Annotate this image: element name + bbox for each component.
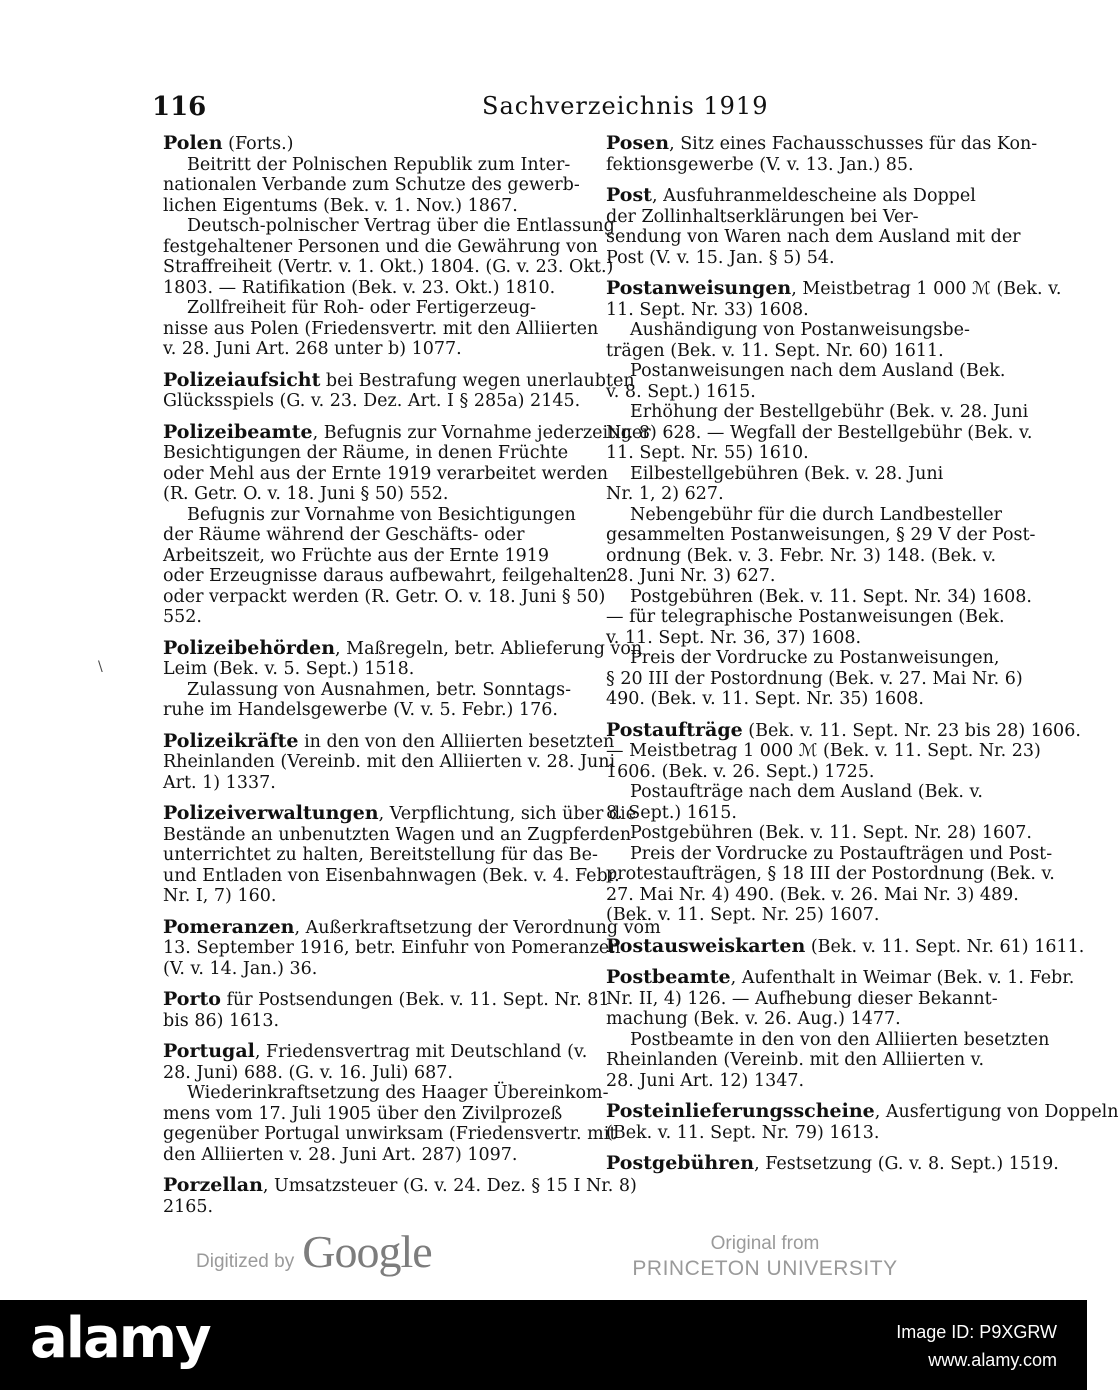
index-entry: [606, 277, 1062, 710]
entry-continuation-line: Rheinlanden (Vereinb. mit den Alliierten v. 28. Juni: [163, 752, 616, 772]
page-header: [152, 92, 1032, 132]
entry-keyword: Polizeibehörden: [163, 636, 336, 659]
index-entry: [163, 636, 643, 721]
index-entry: [606, 1100, 1119, 1143]
entry-continuation-line: mens vom 17. Juli 1905 über den Zivilprozeß: [163, 1103, 563, 1124]
entry-subentry-line: Nebengebühr für die durch Landbesteller: [630, 504, 1002, 525]
entry-text: , Außerkraftsetzung der Verordnung vom: [294, 917, 661, 938]
entry-heading-line: [163, 802, 637, 825]
entry-continuation-line: nisse aus Polen (Friedensvertr. mit den Alliierten: [163, 318, 599, 339]
entry-subentry-line: Postanweisungen nach dem Ausland (Bek.: [630, 361, 1006, 381]
entry-continuation-line: trägen (Bek. v. 11. Sept. Nr. 60) 1611.: [606, 340, 944, 361]
alamy-logo: alamy: [30, 1306, 210, 1371]
entry-text: , Ausfuhranmeldescheine als Doppel: [651, 186, 976, 206]
entry-continuation-line: der Räume während der Geschäfts- oder: [163, 525, 525, 545]
entry-heading-line: [163, 1040, 588, 1063]
entry-continuation-line: 28. Juni Art. 12) 1347.: [606, 1070, 805, 1091]
entry-heading-line: [606, 1100, 1119, 1123]
entry-continuation-line: nationalen Verbande zum Schutze des gewerb-: [163, 175, 580, 195]
entry-continuation-line: 13. September 1916, betr. Einfuhr von Pomeranzen: [163, 938, 621, 958]
entry-text: (Bek. v. 11. Sept. Nr. 23 bis 28) 1606.: [742, 720, 1081, 741]
entry-text: in den von den Alliierten besetzten: [298, 731, 615, 752]
page-number: 116: [152, 92, 207, 122]
entry-subentry-line: Preis der Vordrucke zu Postanweisungen,: [630, 648, 1000, 668]
entry-text: , Umsatzsteuer (G. v. 24. Dez. § 15 I Nr. 8): [262, 1176, 637, 1196]
entry-subentry-line: Postbeamte in den von den Alliierten besetzten: [630, 1029, 1050, 1050]
entry-keyword: Pomeranzen: [163, 915, 295, 938]
entry-keyword: Postbeamte: [606, 966, 731, 988]
index-entry: [163, 729, 616, 794]
entry-text: , Verpflichtung, sich über die: [378, 804, 637, 824]
entry-continuation-line: oder verpackt werden (R. Getr. O. v. 18. Juni § 50): [163, 586, 606, 607]
entry-heading-line: [163, 915, 661, 939]
entry-text: , Maßregeln, betr. Ablieferung von: [335, 638, 643, 659]
entry-continuation-line: bis 86) 1613.: [163, 1010, 280, 1031]
right-column: [606, 132, 1119, 1185]
entry-heading-line: [606, 132, 1038, 155]
entry-keyword: Postgebühren: [606, 1152, 755, 1174]
entry-subentry-line: Wiederinkraftsetzung des Haager Übereinkom-: [187, 1083, 609, 1103]
index-entry: [606, 132, 1038, 175]
index-entry: [163, 1174, 637, 1217]
entry-continuation-line: Bestände an unbenutzten Wagen und an Zugpferden: [163, 824, 632, 845]
entry-continuation-line: (R. Getr. O. v. 18. Juni § 50) 552.: [163, 484, 449, 504]
entry-keyword: Polizeiaufsicht: [163, 368, 321, 391]
entry-continuation-line: 27. Mai Nr. 4) 490. (Bek. v. 26. Mai Nr. 3) 489.: [606, 884, 1019, 905]
entry-subentry-line: Befugnis zur Vornahme von Besichtigungen: [187, 504, 576, 525]
entry-continuation-line: 552.: [163, 607, 202, 627]
entry-text: , Sitz eines Fachausschusses für das Kon-: [669, 134, 1038, 154]
entry-continuation-line: 490. (Bek. v. 11. Sept. Nr. 35) 1608.: [606, 689, 924, 709]
entry-continuation-line: Nr. I, 7) 160.: [163, 886, 277, 906]
entry-continuation-line: ruhe im Handelsgewerbe (V. v. 5. Febr.) 176.: [163, 700, 558, 720]
entry-subentry-line: Zollfreiheit für Roh- oder Fertigerzeug-: [187, 298, 537, 318]
entry-subentry-line: Preis der Vordrucke zu Postaufträgen und Post-: [630, 843, 1053, 864]
entry-keyword: Portugal: [163, 1040, 255, 1062]
index-entry: [606, 718, 1081, 926]
entry-heading-line: [606, 1152, 1059, 1175]
entry-heading-line: [606, 185, 1024, 207]
entry-continuation-line: den Alliierten v. 28. Juni Art. 287) 1097.: [163, 1144, 518, 1165]
entry-keyword: Polizeibeamte: [163, 420, 313, 443]
entry-subentry-line: Aushändigung von Postanweisungsbe-: [630, 320, 970, 340]
entry-subentry-line: Beitritt der Polnischen Republik zum Inter-: [187, 154, 571, 175]
digitized-by-google: [196, 1225, 432, 1278]
entry-continuation-line: Leim (Bek. v. 5. Sept.) 1518.: [163, 659, 415, 679]
entry-continuation-line: v. 11. Sept. Nr. 36, 37) 1608.: [606, 627, 862, 648]
index-entry: [606, 185, 1024, 268]
entry-keyword: Porto: [163, 988, 221, 1010]
entry-keyword: Polizeikräfte: [163, 729, 299, 752]
entry-heading-line: [163, 420, 651, 444]
entry-subentry-line: Deutsch-polnischer Vertrag über die Entlassung: [187, 216, 615, 236]
entry-keyword: Polen: [163, 132, 223, 154]
index-entry: [163, 1040, 617, 1165]
entry-continuation-line: 8. Sept.) 1615.: [606, 802, 737, 823]
entry-heading-line: [606, 718, 1081, 742]
index-entry: [606, 1152, 1059, 1175]
entry-continuation-line: oder Erzeugnisse daraus aufbewahrt, feilgehalten: [163, 566, 608, 586]
entry-keyword: Post: [606, 184, 652, 206]
watermark-banner: [0, 1300, 1087, 1390]
entry-continuation-line: — Meistbetrag 1 000 ℳ (Bek. v. 11. Sept. Nr. 23): [606, 741, 1041, 761]
entry-continuation-line: 28. Juni Nr. 3) 627.: [606, 566, 776, 586]
entry-keyword: Polizeiverwaltungen: [163, 802, 379, 824]
entry-continuation-line: gegenüber Portugal unwirksam (Friedensvertr. mit: [163, 1124, 617, 1144]
entry-heading-line: [163, 729, 615, 753]
original-from: [630, 1232, 900, 1282]
entry-continuation-line: v. 28. Juni Art. 268 unter b) 1077.: [163, 339, 462, 359]
index-entry: [163, 368, 635, 412]
entry-continuation-line: § 20 III der Postordnung (Bek. v. 27. Mai Nr. 6): [606, 668, 1023, 689]
entry-continuation-line: (V. v. 14. Jan.) 36.: [163, 958, 318, 979]
institution-name: PRINCETON UNIVERSITY: [632, 1257, 898, 1280]
entry-text: (Bek. v. 11. Sept. Nr. 61) 1611.: [805, 936, 1085, 957]
entry-keyword: Porzellan: [163, 1174, 263, 1196]
entry-continuation-line: 11. Sept. Nr. 33) 1608.: [606, 299, 809, 320]
index-entry: [163, 132, 615, 360]
entry-heading-line: [606, 934, 1085, 958]
digitized-by-label: Digitized by: [196, 1251, 295, 1272]
site-url: www.alamy.com: [928, 1350, 1057, 1370]
entry-continuation-line: 1606. (Bek. v. 26. Sept.) 1725.: [606, 761, 875, 782]
entry-continuation-line: machung (Bek. v. 26. Aug.) 1477.: [606, 1009, 901, 1029]
entry-continuation-line: gesammelten Postanweisungen, § 29 V der Post-: [606, 525, 1036, 545]
running-title: Sachverzeichnis 1919: [482, 92, 769, 120]
google-logo: Google: [302, 1226, 432, 1277]
entry-continuation-line: lichen Eigentums (Bek. v. 1. Nov.) 1867.: [163, 195, 518, 216]
entry-keyword: Postausweiskarten: [606, 934, 806, 957]
entry-text: , Festsetzung (G. v. 8. Sept.) 1519.: [754, 1154, 1059, 1174]
image-id: Image ID: P9XGRW: [896, 1322, 1057, 1342]
entry-continuation-line: ordnung (Bek. v. 3. Febr. Nr. 3) 148. (Bek. v.: [606, 545, 997, 566]
entry-continuation-line: protestaufträgen, § 18 III der Postordnung (Bek. v.: [606, 864, 1055, 884]
entry-continuation-line: (Bek. v. 11. Sept. Nr. 79) 1613.: [606, 1122, 880, 1143]
entry-continuation-line: unterrichtet zu halten, Bereitstellung für das Be-: [163, 845, 598, 865]
entry-continuation-line: festgehaltener Personen und die Gewährung von: [163, 236, 598, 257]
entry-text: (Forts.): [222, 134, 294, 154]
entry-continuation-line: 1803. — Ratifikation (Bek. v. 23. Okt.) 1810.: [163, 277, 556, 298]
banner-info: [896, 1318, 1057, 1374]
entry-continuation-line: Nr. 1, 2) 627.: [606, 484, 724, 504]
entry-keyword: Postanweisungen: [606, 277, 792, 299]
index-entry: [163, 802, 637, 907]
entry-continuation-line: Nr. 8) 628. — Wegfall der Bestellgebühr (Bek. v.: [606, 422, 1033, 443]
entry-keyword: Posteinlieferungsscheine: [606, 1100, 875, 1122]
entry-subentry-line: Postgebühren (Bek. v. 11. Sept. Nr. 34) 1608.: [630, 586, 1032, 607]
index-entry: [163, 915, 661, 980]
entry-keyword: Posen: [606, 132, 670, 154]
entry-continuation-line: Post (V. v. 15. Jan. § 5) 54.: [606, 247, 835, 268]
index-entry: [163, 988, 610, 1031]
entry-continuation-line: Rheinlanden (Vereinb. mit den Alliierten v.: [606, 1050, 985, 1070]
entry-heading-line: [163, 1174, 637, 1197]
entry-heading-line: [606, 277, 1062, 300]
entry-continuation-line: Glücksspiels (G. v. 23. Dez. Art. I § 285a) 2145.: [163, 391, 581, 411]
entry-continuation-line: Besichtigungen der Räume, in denen Früchte: [163, 443, 569, 463]
entry-continuation-line: oder Mehl aus der Ernte 1919 verarbeitet werden: [163, 463, 609, 484]
entry-text: , Ausfertigung von Doppeln: [874, 1102, 1119, 1122]
entry-heading-line: [606, 966, 1075, 989]
entry-continuation-line: sendung von Waren nach dem Ausland mit der: [606, 227, 1021, 247]
entry-continuation-line: — für telegraphische Postanweisungen (Bek.: [606, 607, 1005, 627]
stray-mark: \: [98, 659, 103, 675]
entry-continuation-line: fektionsgewerbe (V. v. 13. Jan.) 85.: [606, 154, 914, 175]
entry-continuation-line: Arbeitszeit, wo Früchte aus der Ernte 1919: [163, 545, 550, 566]
entry-subentry-line: Postaufträge nach dem Ausland (Bek. v.: [630, 782, 983, 802]
entry-text: für Postsendungen (Bek. v. 11. Sept. Nr. 81: [220, 990, 610, 1010]
index-entry: [163, 420, 651, 628]
entry-heading-line: [163, 988, 610, 1011]
entry-keyword: Postaufträge: [606, 718, 743, 741]
entry-continuation-line: 2165.: [163, 1196, 214, 1217]
entry-continuation-line: v. 8. Sept.) 1615.: [606, 381, 756, 402]
entry-heading-line: [163, 636, 643, 660]
entry-continuation-line: der Zollinhaltserklärungen bei Ver-: [606, 206, 919, 227]
entry-heading-line: [163, 368, 635, 392]
entry-continuation-line: Nr. II, 4) 126. — Aufhebung dieser Bekannt-: [606, 988, 998, 1009]
entry-text: , Meistbetrag 1 000 ℳ (Bek. v.: [791, 279, 1062, 299]
index-entry: [606, 966, 1075, 1091]
entry-continuation-line: Straffreiheit (Vertr. v. 1. Okt.) 1804. (G. v. 23. Okt.): [163, 257, 614, 277]
entry-heading-line: [163, 133, 585, 155]
entry-text: bei Bestrafung wegen unerlaubten: [320, 370, 635, 391]
entry-subentry-line: Erhöhung der Bestellgebühr (Bek. v. 28. Juni: [630, 402, 1029, 422]
entry-continuation-line: 28. Juni) 688. (G. v. 16. Juli) 687.: [163, 1062, 453, 1083]
entry-subentry-line: Postgebühren (Bek. v. 11. Sept. Nr. 28) 1607.: [630, 823, 1032, 843]
entry-continuation-line: und Entladen von Eisenbahnwagen (Bek. v. 4. Febr.: [163, 865, 620, 886]
entry-subentry-line: Eilbestellgebühren (Bek. v. 28. Juni: [630, 463, 944, 484]
entry-text: , Friedensvertrag mit Deutschland (v.: [254, 1042, 588, 1062]
entry-continuation-line: 11. Sept. Nr. 55) 1610.: [606, 443, 809, 463]
entry-text: , Befugnis zur Vornahme jederzeitiger: [312, 422, 651, 443]
entry-continuation-line: (Bek. v. 11. Sept. Nr. 25) 1607.: [606, 905, 880, 925]
entry-continuation-line: Art. 1) 1337.: [163, 772, 276, 793]
entry-text: , Aufenthalt in Weimar (Bek. v. 1. Febr.: [730, 968, 1075, 988]
index-entry: [606, 934, 1085, 958]
entry-subentry-line: Zulassung von Ausnahmen, betr. Sonntags-: [187, 679, 571, 700]
original-from-label: Original from: [710, 1233, 820, 1254]
